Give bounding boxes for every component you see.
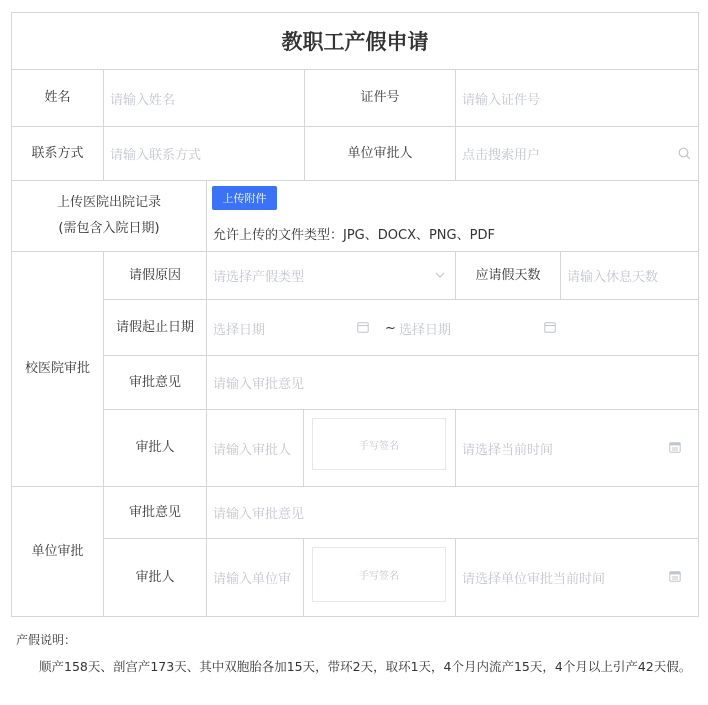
calendar-icon[interactable] xyxy=(544,321,556,333)
hospital-approver-input[interactable]: 请输入审批人 xyxy=(207,410,304,487)
contact-input[interactable]: 请输入联系方式 xyxy=(104,127,305,181)
end-date-input[interactable]: 选择日期 xyxy=(399,322,452,338)
upload-label-line1: 上传医院出院记录 xyxy=(56,195,161,210)
calendar-icon[interactable] xyxy=(357,321,369,333)
contact-label: 联系方式 xyxy=(12,127,104,181)
search-icon[interactable] xyxy=(678,147,691,160)
unit-approver-name-label: 审批人 xyxy=(104,539,207,616)
name-input[interactable]: 请输入姓名 xyxy=(104,70,305,127)
leave-reason-label: 请假原因 xyxy=(104,252,207,300)
unit-approver-name-input[interactable]: 请输入单位审 xyxy=(207,539,304,616)
hospital-signature-pad[interactable]: 手写签名 xyxy=(312,418,446,470)
unit-opinion-input[interactable]: 请输入审批意见 xyxy=(207,487,698,539)
upload-attachment-button[interactable]: 上传附件 xyxy=(212,186,277,210)
unit-opinion-label: 审批意见 xyxy=(104,487,207,539)
id-number-input[interactable]: 请输入证件号 xyxy=(456,70,698,127)
name-label: 姓名 xyxy=(12,70,104,127)
hospital-approver-label: 审批人 xyxy=(104,410,207,487)
upload-label xyxy=(12,181,207,252)
leave-type-select[interactable]: 请选择产假类型 xyxy=(207,252,456,300)
hospital-approval-time-input[interactable]: 请选择当前时间 xyxy=(456,410,698,487)
form-title: 教职工产假申请 xyxy=(12,13,698,70)
date-range-separator: ~ xyxy=(385,320,396,336)
leave-form xyxy=(11,12,699,617)
unit-approver-label: 单位审批人 xyxy=(305,127,456,181)
calendar-icon[interactable] xyxy=(669,571,681,582)
leave-days-label: 应请假天数 xyxy=(456,252,561,300)
hospital-opinion-label: 审批意见 xyxy=(104,356,207,410)
id-number-label: 证件号 xyxy=(305,70,456,127)
hospital-opinion-input[interactable]: 请输入审批意见 xyxy=(207,356,698,410)
calendar-icon[interactable] xyxy=(669,442,681,453)
unit-approval-label: 单位审批 xyxy=(12,487,104,616)
start-date-input[interactable]: 选择日期 xyxy=(213,322,266,338)
date-range-label: 请假起止日期 xyxy=(104,300,207,356)
upload-label-line2: (需包含入院日期) xyxy=(58,221,160,236)
maternity-notes-body: 顺产158天、剖宫产173天、其中双胞胎各加15天，带环2天，取环1天，4个月内流产15天，4个月以上引产42天假。 xyxy=(39,659,692,674)
unit-signature-pad[interactable]: 手写签名 xyxy=(312,547,446,602)
leave-days-input[interactable]: 请输入休息天数 xyxy=(561,252,698,300)
chevron-down-icon[interactable] xyxy=(435,272,445,279)
unit-approver-search-input[interactable]: 点击搜索用户 xyxy=(456,127,698,181)
hospital-approval-label: 校医院审批 xyxy=(12,252,104,487)
unit-approval-time-input[interactable]: 请选择单位审批当前时间 xyxy=(462,572,606,587)
allowed-file-types: 允许上传的文件类型：JPG、DOCX、PNG、PDF xyxy=(213,228,495,243)
maternity-notes-title: 产假说明： xyxy=(16,633,77,647)
